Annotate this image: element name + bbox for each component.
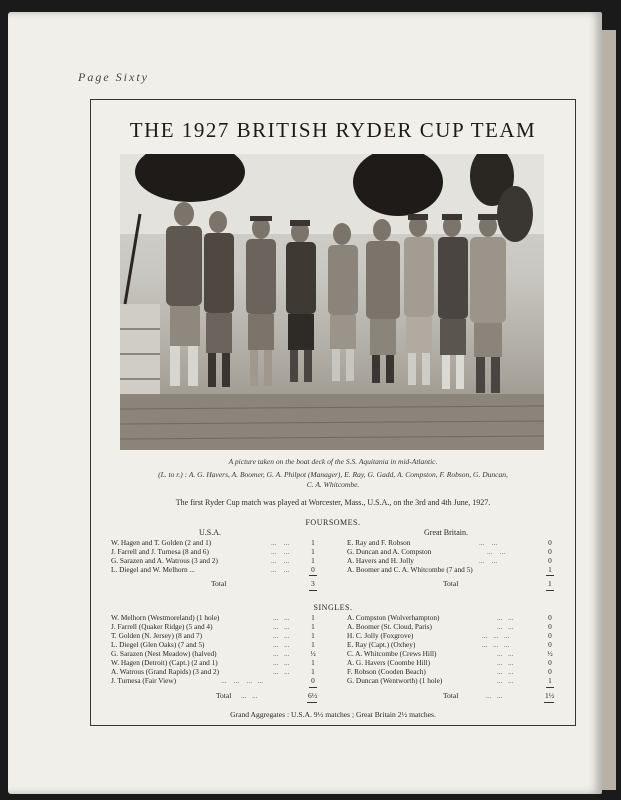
gb-singles-total-label: Total	[443, 691, 459, 700]
table-row: T. Golden (N. Jersey) (8 and 7) ... ... 1	[111, 631, 315, 640]
intro-text: The first Ryder Cup match was played at Worcester, Mass., U.S.A., on the 3rd and 4th June, 1927.	[175, 498, 491, 507]
table-row: J. Farrell and J. Turnesa (8 and 6) ... ... 1	[111, 547, 315, 556]
gb-column-heading: Great Britain.	[424, 528, 468, 537]
usa-column-heading: U.S.A.	[199, 528, 222, 537]
content-frame	[90, 99, 576, 726]
table-row: W. Hagen and T. Golden (2 and 1) ... ... 1	[111, 538, 315, 547]
running-head: Page Sixty	[78, 70, 149, 84]
team-photograph	[120, 154, 544, 450]
total-rule	[544, 702, 554, 703]
table-row: W. Melhorn (Westmoreland) (1 hole) ... ... 1	[111, 613, 315, 622]
total-rule	[546, 590, 554, 591]
table-row: E. Ray (Capt.) (Oxhey) ... ... ... 0	[347, 640, 552, 649]
table-row: A. Boomer and C. A. Whitcombe (7 and 5) 1	[347, 565, 552, 574]
total-rule	[309, 590, 317, 591]
table-row: J. Farrell (Quaker Ridge) (5 and 4) ... ... 1	[111, 622, 315, 631]
gb-foursomes-total: 1	[548, 579, 552, 588]
table-row: F. Robson (Cooden Beach) ... ... 0	[347, 667, 552, 676]
table-row: A. G. Havers (Coombe Hill) ... ... 0	[347, 658, 552, 667]
photo-caption-names: (L. to r.) : A. G. Havers, A. Boomer, G. A. Philpot (Manager), E. Ray, G. Gadd, A. Compston, F. Robson, G. Duncan,	[158, 470, 508, 479]
page-title: THE 1927 BRITISH RYDER CUP TEAM	[129, 118, 537, 142]
table-row: L. Diegel (Glen Oaks) (7 and 5) ... ... 1	[111, 640, 315, 649]
table-row: E. Ray and F. Robson ... ... 0	[347, 538, 552, 547]
table-row: A. Watrous (Grand Rapids) (3 and 2) ... ... 1	[111, 667, 315, 676]
usa-singles-total: 6½	[308, 691, 318, 700]
table-row: G. Sarazen and A. Watrous (3 and 2) ... ... 1	[111, 556, 315, 565]
usa-singles-total-label: Total	[216, 691, 232, 700]
table-row: A. Boomer (St. Cloud, Paris) ... ... 0	[347, 622, 552, 631]
dot-leader: ... ...	[241, 691, 258, 700]
total-rule	[307, 702, 317, 703]
subtotal-rule	[309, 575, 317, 576]
table-row: A. Compston (Wolverhampton) ... ... 0	[347, 613, 552, 622]
usa-foursomes-total-label: Total	[211, 579, 227, 588]
table-row: L. Diegel and W. Melhorn ... ... ... 0	[111, 565, 315, 574]
table-row: G. Sarazen (Nest Meadow) (halved) ... ... ½	[111, 649, 316, 658]
usa-foursomes-total: 3	[311, 579, 315, 588]
table-row: A. Havers and H. Jolly ... ... 0	[347, 556, 552, 565]
photo-illustration	[120, 154, 544, 450]
table-row: J. Turnesa (Fair View) ... ... ... ... 0	[111, 676, 315, 685]
gb-foursomes-total-label: Total	[443, 579, 459, 588]
table-row: W. Hagen (Detroit) (Capt.) (2 and 1) ... ... 1	[111, 658, 315, 667]
photo-caption: A picture taken on the boat deck of the S.S. Aquitania in mid-Atlantic.	[228, 457, 438, 466]
subtotal-rule	[546, 575, 554, 576]
foursomes-heading: FOURSOMES.	[305, 518, 361, 527]
subtotal-rule	[546, 687, 554, 688]
photo-caption-names-cont: C. A. Whitcombe.	[306, 480, 360, 489]
table-row: C. A. Whitcombe (Crews Hill) ... ... ½	[347, 649, 553, 658]
dot-leader: ... ...	[486, 691, 503, 700]
book-page	[8, 12, 602, 794]
table-row: H. C. Jolly (Foxgrove) ... ... ... 0	[347, 631, 552, 640]
grand-aggregates: Grand Aggregates : U.S.A. 9½ matches ; Great Britain 2½ matches.	[230, 710, 436, 719]
singles-heading: SINGLES.	[313, 603, 353, 612]
gb-singles-total: 1½	[545, 691, 555, 700]
table-row: G. Duncan and A. Compston ... ... 0	[347, 547, 552, 556]
table-row: G. Duncan (Wentworth) (1 hole) ... ... 1	[347, 676, 552, 685]
subtotal-rule	[309, 687, 317, 688]
